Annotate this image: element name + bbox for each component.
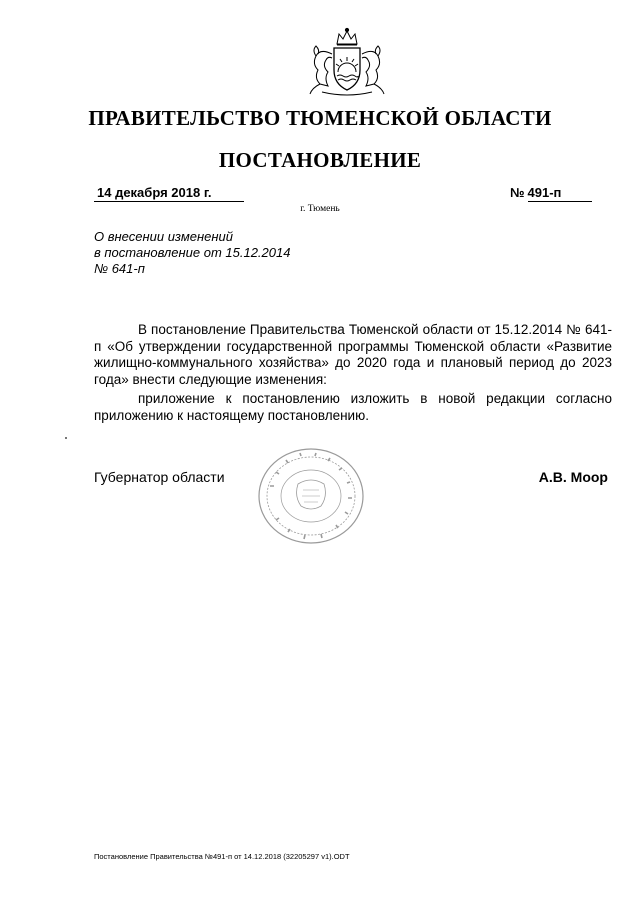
document-type-title: ПОСТАНОВЛЕНИЕ xyxy=(218,148,422,172)
subject-line: О внесении изменений xyxy=(94,229,233,244)
body-paragraph: В постановление Правительства Тюменской области от 15.12.2014 № 641-п «Об утверждении государственной программы Тюменской области «Развитие жилищно-коммунального хозяйства» до 2020 года и плановый период до 2023 года» внести следующие изменения: xyxy=(94,322,612,387)
subject-line: в постановление от 15.12.2014 xyxy=(94,245,291,260)
document-subject xyxy=(94,229,354,277)
body-paragraph: приложение к постановлению изложить в новой редакции согласно приложению к настоящему постановлению. xyxy=(94,391,612,423)
footer-file-name: Постановление Правительства №491-п от 14.12.2018 (32205297 v1).ODT xyxy=(94,852,350,861)
government-title: ПРАВИТЕЛЬСТВО ТЮМЕНСКОЙ ОБЛАСТИ xyxy=(88,106,552,130)
signer-position: Губернатор области xyxy=(94,469,225,485)
coat-of-arms-icon xyxy=(302,24,392,100)
signer-name: А.В. Моор xyxy=(538,469,608,485)
number-sign: № xyxy=(510,185,525,200)
subject-line: № 641-п xyxy=(94,261,145,276)
document-date: 14 декабря 2018 г. xyxy=(94,185,244,202)
margin-mark xyxy=(65,437,67,439)
official-seal-icon xyxy=(256,446,366,546)
city-label: г. Тюмень xyxy=(300,204,340,214)
document-number xyxy=(510,185,606,202)
document-number-value: 491-п xyxy=(528,185,592,202)
